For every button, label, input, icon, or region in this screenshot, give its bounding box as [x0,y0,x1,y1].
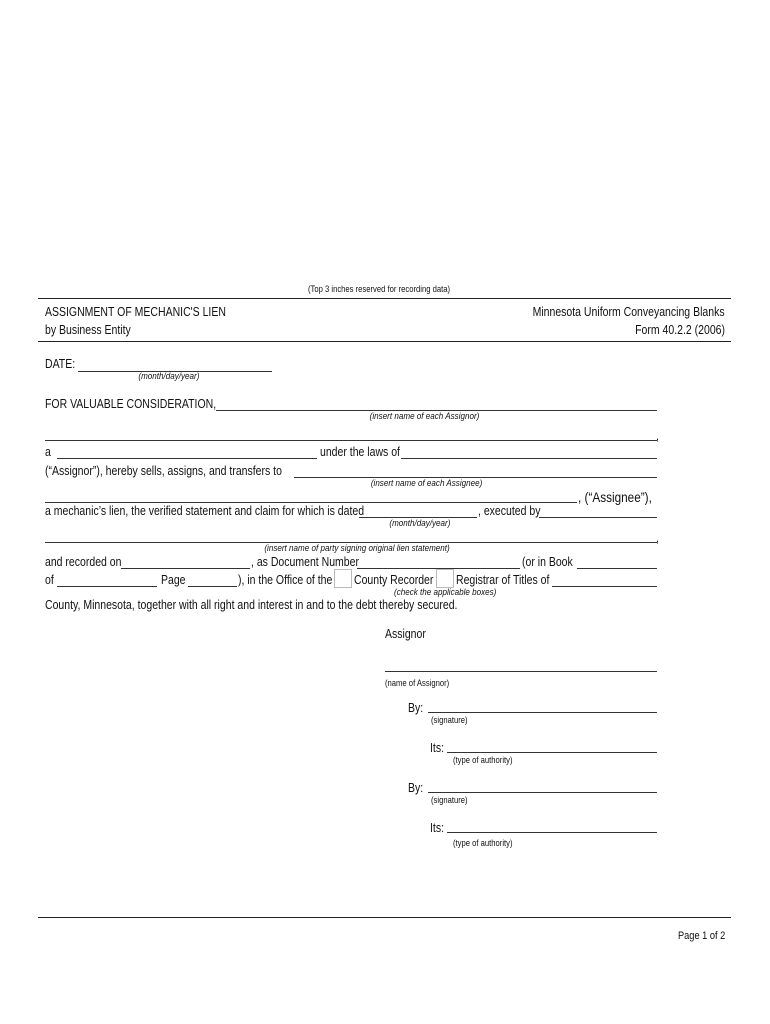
authority-field-1[interactable] [447,752,657,753]
document-title: ASSIGNMENT OF MECHANIC'S LIEN [45,305,226,319]
assignee-hint: (insert name of each Assignee) [370,478,483,489]
date-hint: (month/day/year) [138,371,200,382]
jurisdiction-field[interactable] [401,458,657,459]
authority-hint-1: (type of authority) [453,755,513,765]
comma: , [656,429,659,443]
signature-hint-2: (signature) [431,795,468,805]
by-label-1: By: [408,701,424,715]
date-label: DATE: [45,357,76,371]
county-recorder-checkbox[interactable] [334,569,352,588]
executed-by-field[interactable] [539,517,657,518]
comma-2: , [656,531,659,545]
a-label: a [45,445,51,459]
recorded-date-field[interactable] [121,568,250,569]
closing-text: County, Minnesota, together with all right and interest in and to the debt thereby secured. [45,598,458,612]
assignor-heading: Assignor [385,627,426,641]
book-field[interactable] [577,568,657,569]
assignor-transfer-text: (“Assignor”), hereby sells, assigns, and transfers to [45,464,282,478]
form-series: Minnesota Uniform Conveyancing Blanks [532,305,725,319]
footer-rule [38,917,731,918]
assignor-name-field-2[interactable] [45,440,657,441]
form-number: Form 40.2.2 (2006) [635,323,725,337]
signature-field-2[interactable] [428,792,657,793]
recorded-on-label: and recorded on [45,555,122,569]
page-label: Page [161,573,186,587]
assignor-name-signature-field[interactable] [385,671,657,672]
entity-type-field[interactable] [57,458,317,459]
page-number: Page 1 of 2 [677,930,725,942]
by-label-2: By: [408,781,424,795]
page-field[interactable] [188,586,237,587]
signature-hint-1: (signature) [431,715,468,725]
name-of-assignor-hint: (name of Assignor) [385,678,450,688]
under-laws-label: under the laws of [320,445,400,459]
county-recorder-label: County Recorder [354,573,434,587]
registrar-label: Registrar of Titles of [456,573,550,587]
registrar-checkbox[interactable] [436,569,454,588]
signature-field-1[interactable] [428,712,657,713]
of-label: of [45,573,54,587]
authority-field-2[interactable] [447,832,657,833]
assignee-label: , (“Assignee”), [578,489,652,505]
recording-note: (Top 3 inches reserved for recording data) [308,284,451,294]
check-hint: (check the applicable boxes) [394,587,497,598]
its-label-1: Its: [430,741,445,755]
doc-number-label: , as Document Number [251,555,359,569]
authority-hint-2: (type of authority) [453,838,513,848]
lien-date-hint: (month/day/year) [389,518,451,529]
party-hint: (insert name of party signing original lien statement) [264,543,450,554]
lien-text: a mechanic’s lien, the verified statement and claim for which is dated [45,504,365,518]
county-field[interactable] [552,586,657,587]
consideration-label: FOR VALUABLE CONSIDERATION, [45,397,217,411]
top-rule [38,298,731,299]
assignor-hint: (insert name of each Assignor) [369,411,480,422]
header-rule [38,341,731,342]
office-of-label: ), in the Office of the [238,573,333,587]
or-in-book-label: (or in Book [522,555,573,569]
executed-by-label: , executed by [478,504,541,518]
its-label-2: Its: [430,821,445,835]
assignee-name-field-2[interactable] [45,502,577,503]
book-of-field[interactable] [57,586,157,587]
document-subtitle: by Business Entity [45,323,131,337]
